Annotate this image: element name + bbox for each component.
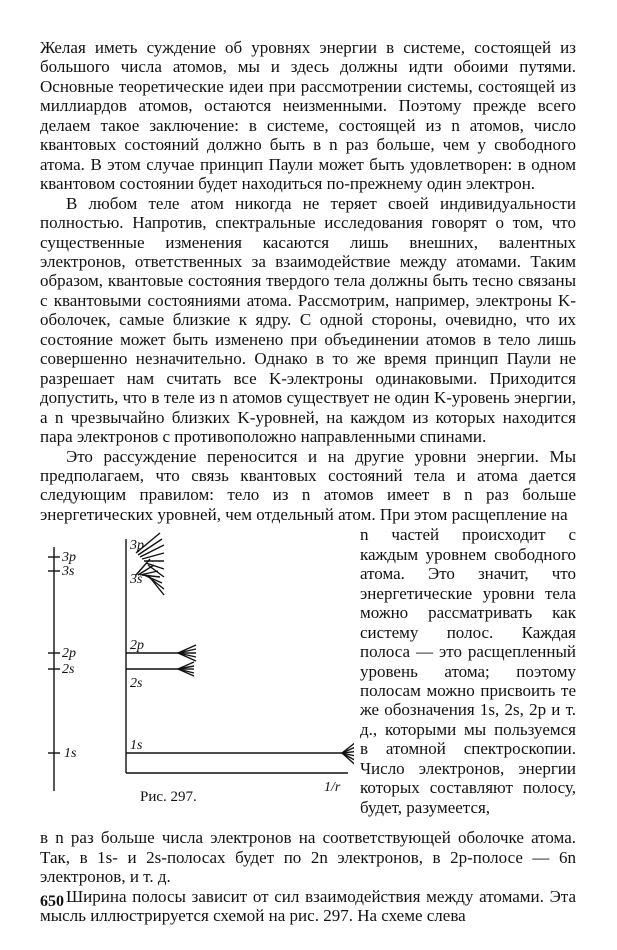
- atom-level-label-2s: 2s: [62, 662, 75, 678]
- paragraph-4: n частей происходит с каждым уровнем свободного атома. Это значит, что энергетические уровни тела можно рассматривать как систему полос. Каждая полоса — это расщепленный уровень атома; поэтому полосам можно присвоить те же обозначения 1s, 2s, 2p и т. д., которыми мы пользуемся в атомной спектроскопии. Число электронов, энергии которых составляют полосу, будет, разумеется,: [360, 525, 576, 817]
- band-fan-2s: [178, 662, 194, 676]
- paragraph-5: в n раз больше числа электронов на соответствующей оболочке атома. Так, в 1s- и 2s-полосах будет по 2n электронов, в 2p-полосе — 6n электронов, и т. д.: [40, 828, 576, 887]
- axis-label-inverse-r: 1/r: [324, 780, 341, 796]
- band-label-2p: 2p: [130, 638, 144, 654]
- band-label-2s: 2s: [130, 676, 143, 692]
- atom-level-label-3s: 3s: [62, 564, 75, 580]
- atom-level-label-3p: 3p: [62, 550, 76, 566]
- atom-level-label-2p: 2p: [62, 646, 76, 662]
- paragraph-6: Ширина полосы зависит от сил взаимодействия между атомами. Эта мысль иллюстрируется схемой на рис. 297. На схеме слева: [40, 886, 576, 926]
- energy-level-diagram: [40, 529, 354, 829]
- band-fan-1s: [342, 739, 354, 769]
- page-body: [40, 38, 576, 926]
- band-fan-2p: [178, 645, 196, 661]
- band-label-3p: 3p: [130, 538, 144, 554]
- band-label-1s: 1s: [130, 738, 143, 754]
- side-text-column: [360, 525, 576, 817]
- page-number: 650: [40, 893, 64, 910]
- atom-level-label-1s: 1s: [64, 746, 77, 762]
- paragraph-1: Желая иметь суждение об уровнях энергии в системе, состоящей из большого числа атомов, мы и здесь должны идти обоими путями. Основные теоретические идеи при рассмотрении системы, состоящей из миллиардов атомов, остаются неизменными. Поэтому прежде всего делаем такое заключение: в системе, состоящей из n атомов, число квантовых состояний должно быть в n раз больше, чем у свободного атома. В этом случае принцип Паули может быть удовлетворен: в одном квантовом состоянии будет находиться по-прежнему один электрон.: [40, 38, 576, 194]
- figure-297: [40, 529, 354, 829]
- figure-row: [40, 525, 576, 828]
- paragraph-2: В любом теле атом никогда не теряет своей индивидуальности полностью. Напротив, спектральные исследования говорят о том, что существенные изменения касаются лишь внешних, валентных электронов, ответственных за взаимодействие между атомами. Таким образом, квантовые состояния твердого тела должны быть тесно связаны с квантовыми состояниями атома. Рассмотрим, например, электроны K-оболочек, самые близкие к ядру. С одной стороны, очевидно, что их состояние может быть изменено при объединении атомов в тело лишь совершенно незначительно. Однако в то же время принцип Паули не разрешает нам считать все K-электроны одинаковыми. Приходится допустить, что в теле из n атомов существует не один K-уровень энергии, а n чрезвычайно близких K-уровней, на каждом из которых находится пара электронов с противоположно направленными спинами.: [40, 193, 576, 447]
- figure-caption: Рис. 297.: [140, 789, 197, 806]
- paragraph-3: Это рассуждение переносится и на другие уровни энергии. Мы предполагаем, что связь квантовых состояний тела и атома дается следующим правилом: тело из n атомов имеет в n раз больше энергетических уровней, чем отдельный атом. При этом расщепление на: [40, 446, 576, 524]
- band-label-3s: 3s: [130, 572, 143, 588]
